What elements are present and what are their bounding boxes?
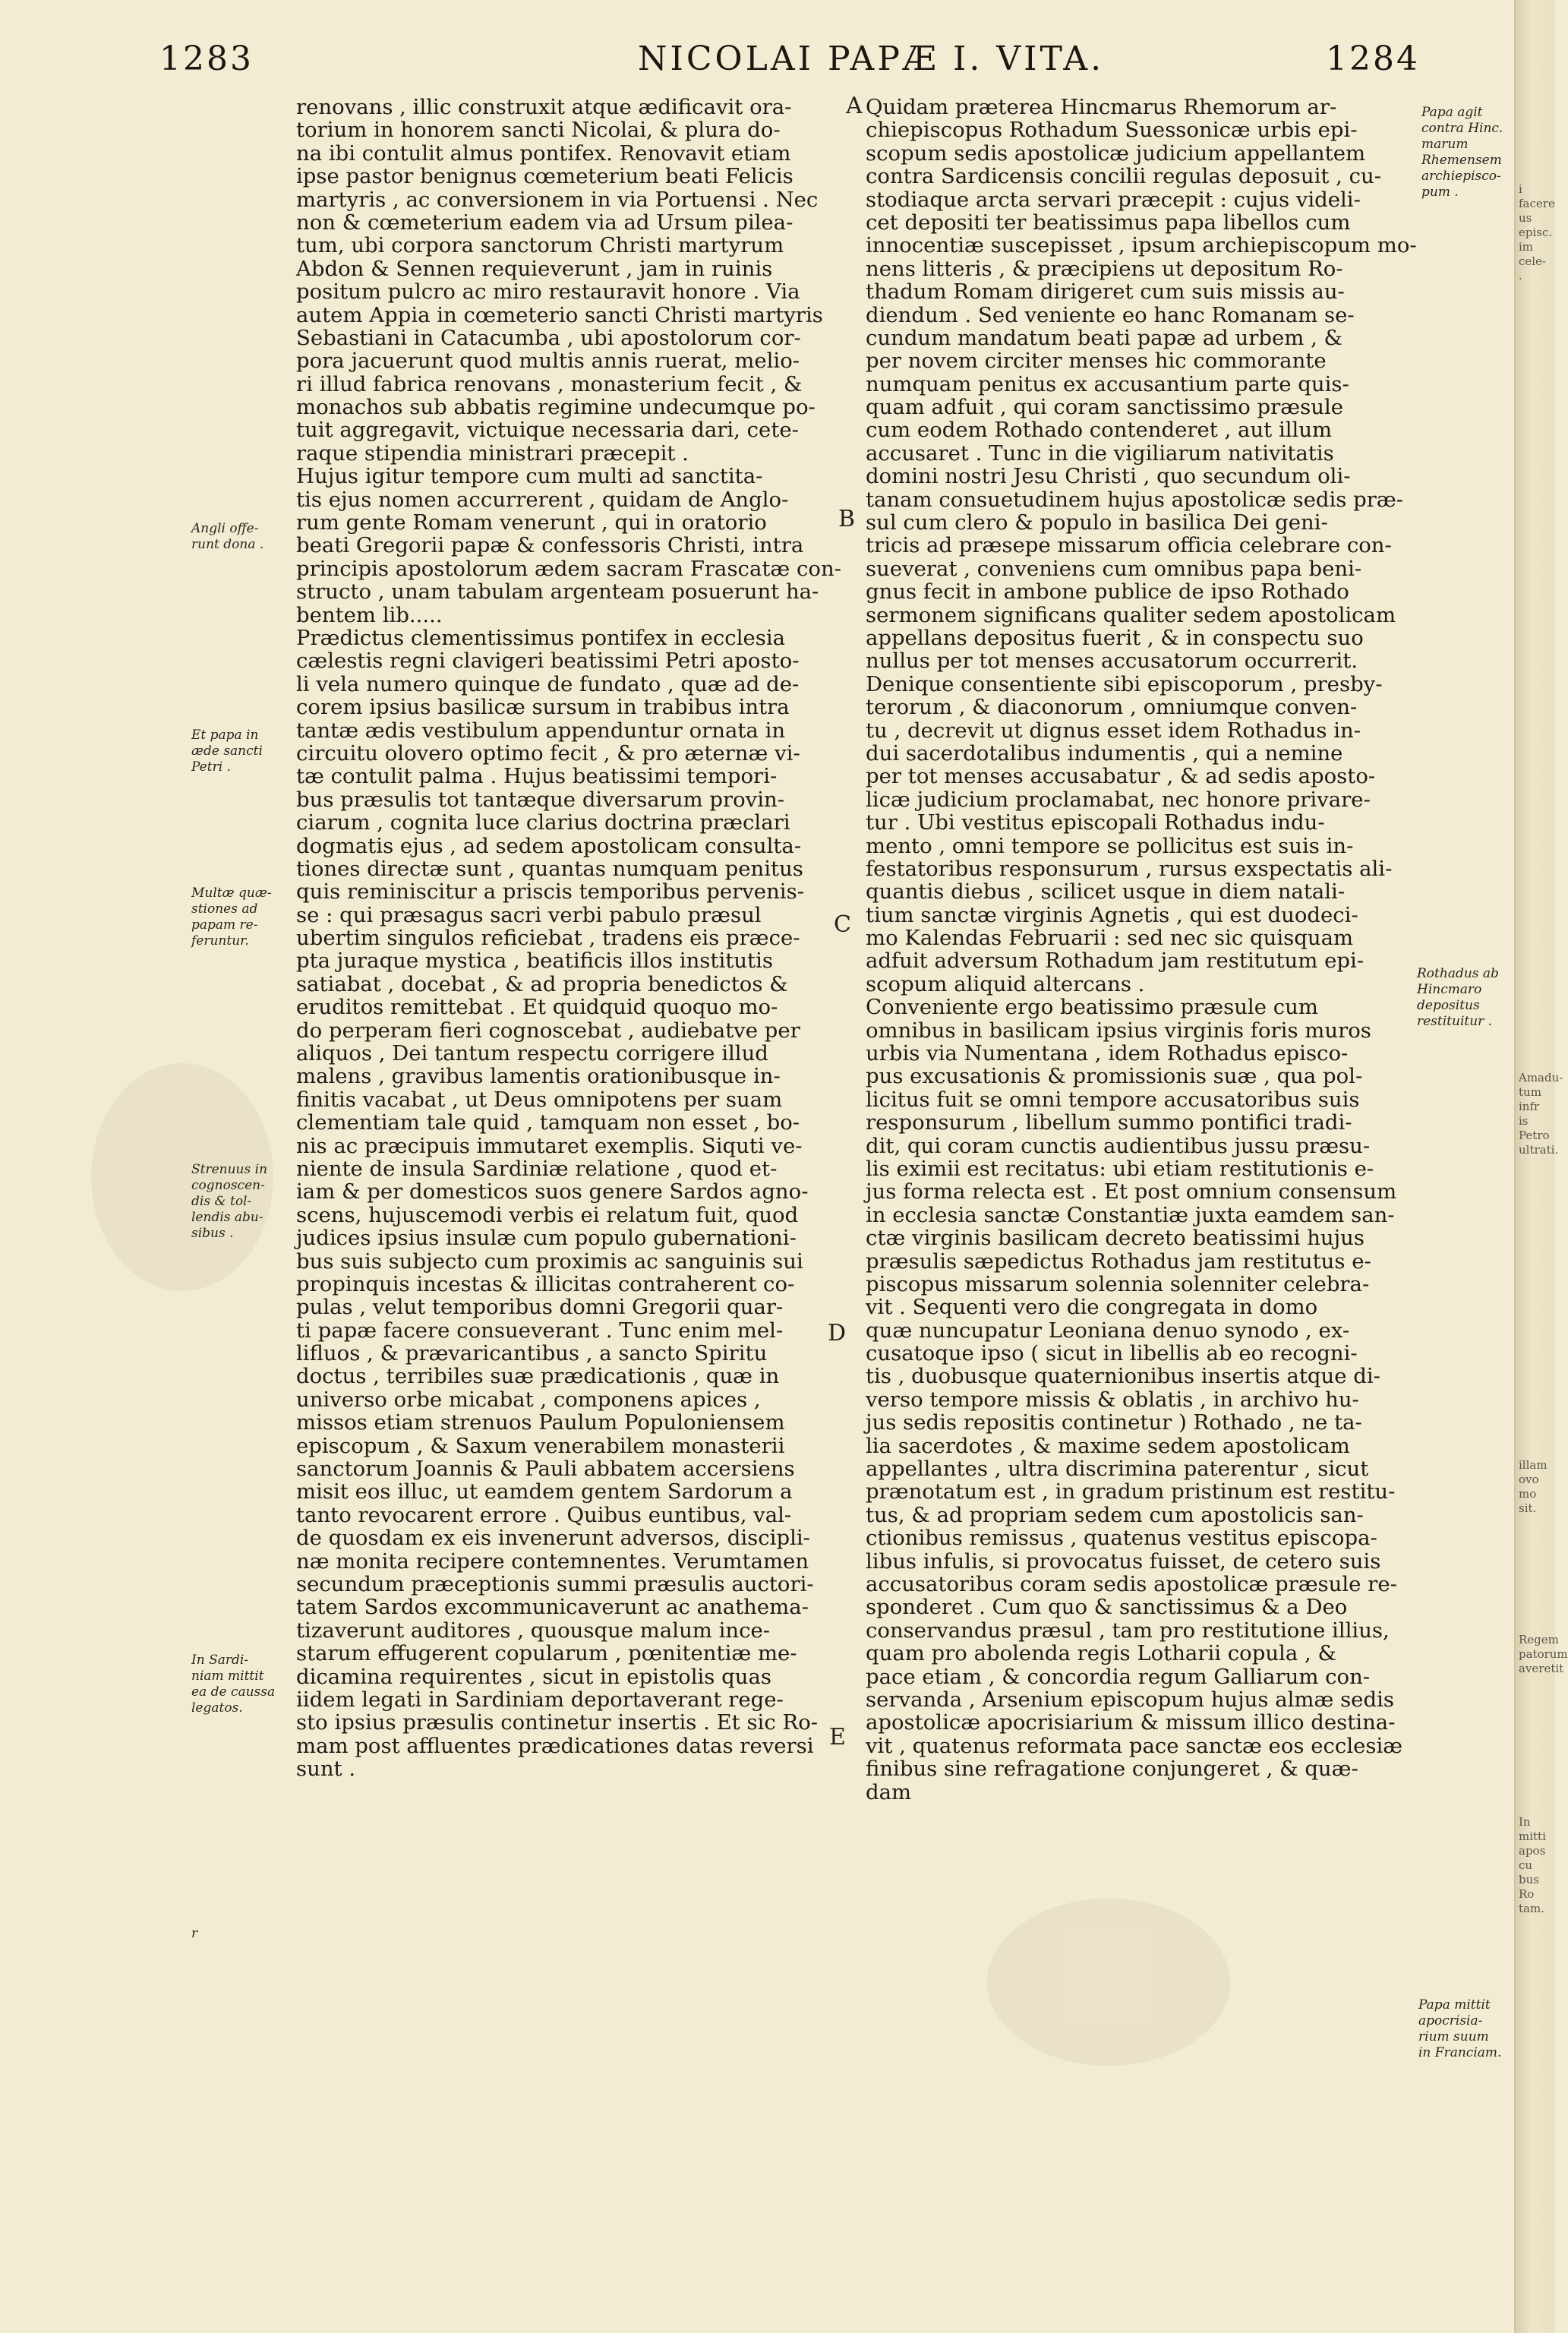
margin-note-line: . xyxy=(1519,269,1522,283)
margin-note-line: Et papa in xyxy=(191,728,259,743)
text-line: sueverat , conveniens cum omnibus papa beni- xyxy=(866,556,1362,581)
margin-note-line: in Franciam. xyxy=(1418,2045,1502,2060)
margin-note-line: ultrati. xyxy=(1519,1143,1559,1157)
text-line: non & cœmeterium eadem via ad Ursum pilea- xyxy=(296,210,793,235)
facing-page-note xyxy=(1519,1458,1554,1516)
margin-note-line: averetit xyxy=(1519,1662,1564,1675)
text-line: tis ejus nomen accurrerent , quidam de Anglo- xyxy=(296,487,789,512)
text-line: sanctorum Joannis & Pauli abbatem accersiens xyxy=(296,1457,795,1482)
facing-page-note xyxy=(1519,1071,1563,1157)
text-line: tanto revocarent errore . Quibus euntibus, val- xyxy=(296,1502,792,1527)
text-line: torium in honorem sancti Nicolai, & plura do- xyxy=(296,118,781,143)
margin-note-line: r xyxy=(191,1926,198,1941)
text-line: satiabat , docebat , & ad propria benedictos & xyxy=(296,971,788,996)
text-line: se : qui præsagus sacri verbi pabulo præsul xyxy=(296,902,762,927)
margin-note-line: ea de caussa xyxy=(191,1684,276,1700)
text-line: per novem circiter menses hic commorante xyxy=(866,349,1327,374)
text-line: aliquos , Dei tantum respectu corrigere illud xyxy=(296,1041,768,1066)
page-number-left: 1283 xyxy=(159,39,254,78)
page-number-right: 1284 xyxy=(1326,39,1420,78)
text-line: vit . Sequenti vero die congregata in domo xyxy=(866,1295,1318,1320)
text-line: li vela numero quinque de fundato , quæ ad de- xyxy=(296,671,800,696)
text-line: nis ac præcipuis immutaret exemplis. Siquti ve- xyxy=(296,1133,803,1158)
text-line: lifluos , & prævaricantibus , a sancto Spiritu xyxy=(296,1341,768,1366)
margin-note-right xyxy=(1421,105,1503,200)
margin-note-left xyxy=(191,886,272,949)
text-line: misit eos illuc, ut eamdem gentem Sardorum a xyxy=(296,1479,793,1504)
text-line: autem Appia in cœmeterio sancti Christi martyris xyxy=(296,302,823,327)
text-line: contra Sardicensis concilii regulas deposuit , cu- xyxy=(866,164,1382,189)
text-line: festatoribus responsurum , rursus exspectatis ali- xyxy=(866,856,1393,881)
section-marker: D xyxy=(828,1320,847,1346)
margin-note-line: stiones ad xyxy=(191,901,258,917)
facing-page-note xyxy=(1519,182,1554,283)
text-line: per tot menses accusabatur , & ad sedis aposto- xyxy=(866,764,1376,789)
text-line: tium sanctæ virginis Agnetis , qui est duodeci- xyxy=(866,902,1358,927)
margin-note-line: archiepisco- xyxy=(1421,169,1501,184)
margin-note-line: Rhemensem xyxy=(1421,153,1502,168)
text-line: mento , omni tempore se pollicitus est suis in- xyxy=(866,833,1354,858)
margin-note-line: Regem xyxy=(1519,1633,1559,1646)
text-line: adfuit adversum Rothadum jam restitutum epi- xyxy=(866,949,1365,974)
margin-note-line: In mitti xyxy=(1519,1815,1546,1843)
text-line: do perperam fieri cognoscebat , audiebatve per xyxy=(296,1018,800,1043)
text-line: accusatoribus coram sedis apostolicæ præsule re- xyxy=(866,1572,1397,1596)
text-line: nens litteris , & præcipiens ut depositum Ro- xyxy=(866,256,1343,281)
margin-note-line: niam mittit xyxy=(191,1668,264,1684)
text-line: bus præsulis tot tantæque diversarum provin- xyxy=(296,787,785,812)
text-line: ri illud fabrica renovans , monasterium fecit , & xyxy=(296,371,803,396)
text-line: de quosdam ex eis invenerunt adversos, discipli- xyxy=(296,1526,810,1551)
text-line: tantæ ædis vestibulum appenduntur ornata in xyxy=(296,718,786,743)
margin-note-line: illam xyxy=(1519,1458,1547,1472)
text-line: pta juraque mystica , beatificis illos institutis xyxy=(296,949,773,974)
text-line: niente de insula Sardiniæ relatione , quod et- xyxy=(296,1156,778,1181)
text-line: jus forma relecta est . Et post omnium consensum xyxy=(866,1179,1397,1204)
text-line: næ monita recipere contemnentes. Verumtamen xyxy=(296,1548,809,1574)
text-line: ctæ virginis basilicam decreto beatissimi hujus xyxy=(866,1226,1365,1251)
running-header xyxy=(159,39,1420,82)
text-line: Abdon & Sennen requieverunt , jam in ruinis xyxy=(296,256,773,281)
margin-note-left xyxy=(191,1162,267,1242)
text-line: appellantes , ultra discrimina paterentur , sicut xyxy=(866,1457,1369,1482)
text-line: tæ contulit palma . Hujus beatissimi tempori- xyxy=(296,764,778,789)
text-line: servanda , Arsenium episcopum hujus almæ sedis xyxy=(866,1687,1394,1712)
text-line: Prædictus clementissimus pontifex in ecclesia xyxy=(296,625,786,650)
margin-note-left xyxy=(191,1926,197,1942)
text-line: beati Gregorii papæ & confessoris Christi, intra xyxy=(296,533,804,558)
text-line: episcopum , & Saxum venerabilem monasterii xyxy=(296,1433,785,1458)
margin-note-line: cognoscen- xyxy=(191,1178,265,1193)
text-line: judices ipsius insulæ cum populo gubernationi- xyxy=(296,1226,797,1251)
margin-note-line: bus Ro xyxy=(1519,1873,1539,1901)
section-marker: E xyxy=(829,1724,846,1751)
text-line: ubertim singulos reficiebat , tradens eis præce- xyxy=(296,926,800,951)
text-line: ipse pastor benignus cœmeterium beati Felicis xyxy=(296,164,793,189)
text-line: urbis via Numentana , idem Rothadus episco- xyxy=(866,1041,1349,1066)
margin-note-line: us episc. xyxy=(1519,211,1553,239)
text-line: prænotatum est , in gradum pristinum est restitu- xyxy=(866,1479,1396,1504)
text-line: scopum sedis apostolicæ judicium appellantem xyxy=(866,140,1366,166)
text-line: dogmatis ejus , ad sedem apostolicam consulta- xyxy=(296,833,802,858)
text-line: tizaverunt auditores , quousque malum ince- xyxy=(296,1618,771,1643)
margin-note-line: apocrisia- xyxy=(1418,2013,1483,2028)
margin-note-right xyxy=(1417,966,1499,1030)
text-line: tis , duobusque quaternionibus insertis atque di- xyxy=(866,1364,1380,1389)
text-line: Denique consentiente sibi episcoporum , presby- xyxy=(866,671,1383,696)
text-line: quæ nuncupatur Leoniana denuo synodo , ex- xyxy=(866,1318,1350,1343)
text-line: ctionibus remissus , quatenus vestitus episcopa- xyxy=(866,1526,1377,1551)
text-line: mam post affluentes prædicationes datas reversi xyxy=(296,1733,814,1758)
text-line: accusaret . Tunc in die vigiliarum nativitatis xyxy=(866,440,1334,466)
text-line: doctus , terribiles suæ prædicationis , quæ in xyxy=(296,1364,780,1389)
text-line: in ecclesia sanctæ Constantiæ juxta eamdem san- xyxy=(866,1202,1395,1227)
margin-note-line: apos cu xyxy=(1519,1844,1546,1872)
text-line: martyris , ac conversionem in via Portuensi . Nec xyxy=(296,187,819,212)
text-line: dicamina requirentes , sicut in epistolis quas xyxy=(296,1664,771,1689)
margin-note-line: i facere xyxy=(1519,182,1555,210)
margin-note-line: Hincmaro xyxy=(1417,982,1482,997)
margin-note-line: legatos. xyxy=(191,1700,243,1716)
margin-note-line: contra Hinc. xyxy=(1421,121,1503,136)
text-line: chiepiscopus Rothadum Suessonicæ urbis epi- xyxy=(866,118,1358,143)
text-line: missos etiam strenuos Paulum Populoniensem xyxy=(296,1410,785,1435)
text-line: monachos sub abbatis regimine undecumque po- xyxy=(296,395,816,420)
text-line: quam adfuit , qui coram sanctissimo præsule xyxy=(866,395,1344,420)
text-line: tuit aggregavit, victuique necessaria dari, cete- xyxy=(296,418,799,443)
text-line: cælestis regni clavigeri beatissimi Petri aposto- xyxy=(296,649,800,674)
facing-page-note xyxy=(1519,1815,1554,1916)
text-line: ciarum , cognita luce clarius doctrina præclari xyxy=(296,810,790,835)
margin-note-line: restituitur . xyxy=(1417,1014,1493,1029)
margin-note-line: rium suum xyxy=(1418,2029,1489,2044)
text-line: tur . Ubi vestitus episcopali Rothadus indu- xyxy=(866,810,1325,835)
text-line: circuitu olovero optimo fecit , & pro æternæ vi- xyxy=(296,740,800,766)
text-line: vit , quatenus reformata pace sanctæ eos ecclesiæ xyxy=(866,1733,1403,1758)
section-marker: C xyxy=(834,911,851,938)
text-line: principis apostolorum ædem sacram Frascatæ con- xyxy=(296,556,841,581)
text-column-right xyxy=(866,96,1420,1804)
running-title: NICOLAI PAPÆ I. VITA. xyxy=(638,39,1105,78)
margin-note-line: lendis abu- xyxy=(191,1210,263,1225)
text-line: na ibi contulit almus pontifex. Renovavit etiam xyxy=(296,140,791,166)
text-line: pora jacuerunt quod multis annis ruerat, melio- xyxy=(296,349,800,374)
margin-note-line: In Sardi- xyxy=(191,1653,249,1668)
margin-note-line: Angli offe- xyxy=(191,521,259,536)
paper-stain xyxy=(987,1899,1230,2066)
margin-note-line: papam re- xyxy=(191,917,258,933)
text-line: tiones directæ sunt , quantas numquam penitus xyxy=(296,856,803,881)
text-line: iidem legati in Sardiniam deportaverant rege- xyxy=(296,1687,784,1712)
text-line: dam xyxy=(866,1779,912,1804)
section-marker: B xyxy=(838,506,856,532)
margin-note-line: sit. xyxy=(1519,1501,1537,1515)
text-line: appellans depositus fuerit , & in conspectu suo xyxy=(866,625,1364,650)
text-line: universo orbe micabat , componens apices , xyxy=(296,1387,761,1412)
margin-note-line: feruntur. xyxy=(191,933,249,949)
text-line: tus, & ad propriam sedem cum apostolicis san- xyxy=(866,1502,1364,1527)
text-line: pulas , velut temporibus domni Gregorii quar- xyxy=(296,1295,784,1320)
text-line: jus sedis repositis continetur ) Rothado , ne ta- xyxy=(866,1410,1362,1435)
text-line: quam pro abolenda regis Lotharii copula , & xyxy=(866,1641,1336,1666)
text-line: scopum aliquid altercans . xyxy=(866,971,1145,996)
text-line: innocentiæ suscepisset , ipsum archiepiscopum mo- xyxy=(866,233,1417,258)
margin-note-right xyxy=(1418,1997,1501,2061)
text-line: Conveniente ergo beatissimo præsule cum xyxy=(866,995,1318,1020)
text-line: tatem Sardos excommunicaverunt ac anathema- xyxy=(296,1595,809,1620)
text-line: numquam penitus ex accusantium parte quis- xyxy=(866,371,1349,396)
margin-note-line: Papa agit xyxy=(1421,105,1483,120)
text-line: lia sacerdotes , & maxime sedem apostolicam xyxy=(866,1433,1350,1458)
margin-note-line: patorum xyxy=(1519,1647,1568,1661)
text-line: nullus per tot menses accusatorum occurrerit. xyxy=(866,649,1358,674)
text-line: clementiam tale quid , tamquam non esset , bo- xyxy=(296,1110,800,1135)
text-line: verso tempore missis & oblatis , in archivo hu- xyxy=(866,1387,1359,1412)
text-line: præsulis sæpedictus Rothadus jam restitutus e- xyxy=(866,1249,1371,1274)
margin-note-line: tam. xyxy=(1519,1902,1544,1915)
text-line: structo , unam tabulam argenteam posuerunt ha- xyxy=(296,579,819,605)
text-line: licæ judicium proclamabat, nec honore privare- xyxy=(866,787,1371,812)
text-line: quis reminiscitur a priscis temporibus pervenis- xyxy=(296,879,804,904)
text-line: bus suis subjecto cum proximis ac sanguinis sui xyxy=(296,1249,803,1274)
text-line: finitis vacabat , ut Deus omnipotens per suam xyxy=(296,1087,783,1112)
text-line: piscopus missarum solennia solenniter celebra- xyxy=(866,1271,1370,1296)
text-line: tu , decrevit ut dignus esset idem Rothadus in- xyxy=(866,718,1361,743)
text-line: cusatoque ipso ( sicut in libellis ab eo recogni- xyxy=(866,1341,1358,1366)
text-line: domini nostri Jesu Christi , quo secundum oli- xyxy=(866,464,1351,489)
margin-note-line: pum . xyxy=(1421,185,1459,200)
text-line: raque stipendia ministrari præcepit . xyxy=(296,440,689,466)
margin-note-line: Petri . xyxy=(191,759,231,775)
facing-page-note xyxy=(1519,1633,1568,1676)
text-column-left xyxy=(296,95,841,1782)
text-line: Sebastiani in Catacumba , ubi apostolorum cor- xyxy=(296,325,801,350)
text-line: scens, hujuscemodi verbis ei relatum fuit, quod xyxy=(296,1202,799,1227)
text-line: iam & per domesticos suos genere Sardos agno- xyxy=(296,1179,809,1204)
text-line: bentem lib..... xyxy=(296,602,443,627)
margin-note-line: Amadu- xyxy=(1519,1071,1563,1084)
text-line: cum eodem Rothado contenderet , aut illum xyxy=(866,418,1333,443)
text-line: lis eximii est recitatus: ubi etiam restitutionis e- xyxy=(866,1156,1374,1181)
text-line: sul cum clero & populo in basilica Dei geni- xyxy=(866,510,1328,535)
margin-note-line: dis & tol- xyxy=(191,1194,252,1209)
text-line: finibus sine refragatione conjungeret , & quæ- xyxy=(866,1757,1358,1782)
text-line: sunt . xyxy=(296,1757,356,1782)
text-line: propinquis incestas & illicitas contraherent co- xyxy=(296,1271,795,1296)
text-line: gnus fecit in ambone publice de ipso Rothado xyxy=(866,579,1349,605)
text-line: sponderet . Cum quo & sanctissimus & a Deo xyxy=(866,1595,1348,1620)
margin-note-line: Strenuus in xyxy=(191,1162,268,1177)
margin-note-line: tum infr xyxy=(1519,1085,1541,1113)
margin-note-line: marum xyxy=(1421,137,1469,152)
text-line: mo Kalendas Februarii : sed nec sic quisquam xyxy=(866,926,1354,951)
margin-note-line: æde sancti xyxy=(191,743,263,759)
text-line: libus infulis, si provocatus fuisset, de cetero suis xyxy=(866,1548,1381,1574)
text-line: terorum , & diaconorum , omniumque conven- xyxy=(866,695,1358,720)
text-line: rum gente Romam venerunt , qui in oratorio xyxy=(296,510,767,535)
margin-note-left xyxy=(191,521,263,553)
text-line: pace etiam , & concordia regum Galliarum con- xyxy=(866,1664,1371,1689)
text-line: secundum præceptionis summi præsulis auctori- xyxy=(296,1572,814,1596)
text-line: stodiaque arcta servari præcepit : cujus videli- xyxy=(866,187,1361,212)
margin-note-line: runt dona . xyxy=(191,537,264,552)
margin-note-line: Rothadus ab xyxy=(1417,966,1499,981)
margin-note-line: sibus . xyxy=(191,1226,234,1241)
text-line: pus excusationis & promissionis suæ , qua pol- xyxy=(866,1064,1363,1089)
facing-page-edge xyxy=(1514,0,1568,2333)
text-line: renovans , illic construxit atque ædificavit ora- xyxy=(296,95,792,119)
text-line: eruditos remittebat . Et quidquid quoquo mo- xyxy=(296,995,778,1020)
text-line: licitus fuit se omni tempore accusatoribus suis xyxy=(866,1087,1360,1112)
text-line: tum, ubi corpora sanctorum Christi martyrum xyxy=(296,233,784,258)
text-line: corem ipsius basilicæ sursum in trabibus intra xyxy=(296,695,790,720)
text-line: malens , gravibus lamentis orationibusque in- xyxy=(296,1064,781,1089)
text-line: conservandus præsul , tam pro restitutione illius, xyxy=(866,1618,1390,1643)
text-line: sermonem significans qualiter sedem apostolicam xyxy=(866,602,1396,627)
text-line: tricis ad præsepe missarum officia celebrare con- xyxy=(866,533,1392,558)
text-line: positum pulcro ac miro restauravit honore . Via xyxy=(296,279,800,305)
margin-note-left xyxy=(191,1653,275,1716)
text-line: tanam consuetudinem hujus apostolicæ sedis præ- xyxy=(866,487,1404,512)
margin-note-left xyxy=(191,728,263,775)
text-line: Hujus igitur tempore cum multi ad sanctita- xyxy=(296,464,763,489)
text-line: Quidam præterea Hincmarus Rhemorum ar- xyxy=(866,95,1337,119)
text-line: diendum . Sed veniente eo hanc Romanam se- xyxy=(866,302,1355,327)
margin-note-line: is Petro xyxy=(1519,1114,1550,1142)
text-line: dui sacerdotalibus indumentis , qui a nemine xyxy=(866,740,1343,766)
text-line: starum effugerent copularum , pœnitentiæ me- xyxy=(296,1641,797,1666)
text-line: cet depositi ter beatissimus papa libellos cum xyxy=(866,210,1351,235)
text-line: dit, qui coram cunctis audientibus jussu præsu- xyxy=(866,1133,1371,1158)
text-line: ti papæ facere consueverant . Tunc enim mel- xyxy=(296,1318,784,1343)
margin-note-line: depositus xyxy=(1417,998,1480,1013)
margin-note-line: ovo mo xyxy=(1519,1473,1539,1501)
text-line: thadum Romam dirigeret cum suis missis au- xyxy=(866,279,1345,305)
text-line: responsurum , libellum summo pontifici tradi- xyxy=(866,1110,1352,1135)
section-marker: A xyxy=(846,93,863,119)
margin-note-line: Papa mittit xyxy=(1418,1997,1491,2013)
text-line: omnibus in basilicam ipsius virginis foris muros xyxy=(866,1018,1371,1043)
margin-note-line: Multæ quæ- xyxy=(191,886,272,901)
text-line: sto ipsius præsulis continetur insertis . Et sic Ro- xyxy=(296,1710,819,1735)
margin-note-line: im cele- xyxy=(1519,240,1547,268)
text-line: apostolicæ apocrisiarium & missum illico destina- xyxy=(866,1710,1396,1735)
text-line: cundum mandatum beati papæ ad urbem , & xyxy=(866,325,1343,350)
text-line: quantis diebus , scilicet usque in diem natali- xyxy=(866,879,1346,904)
